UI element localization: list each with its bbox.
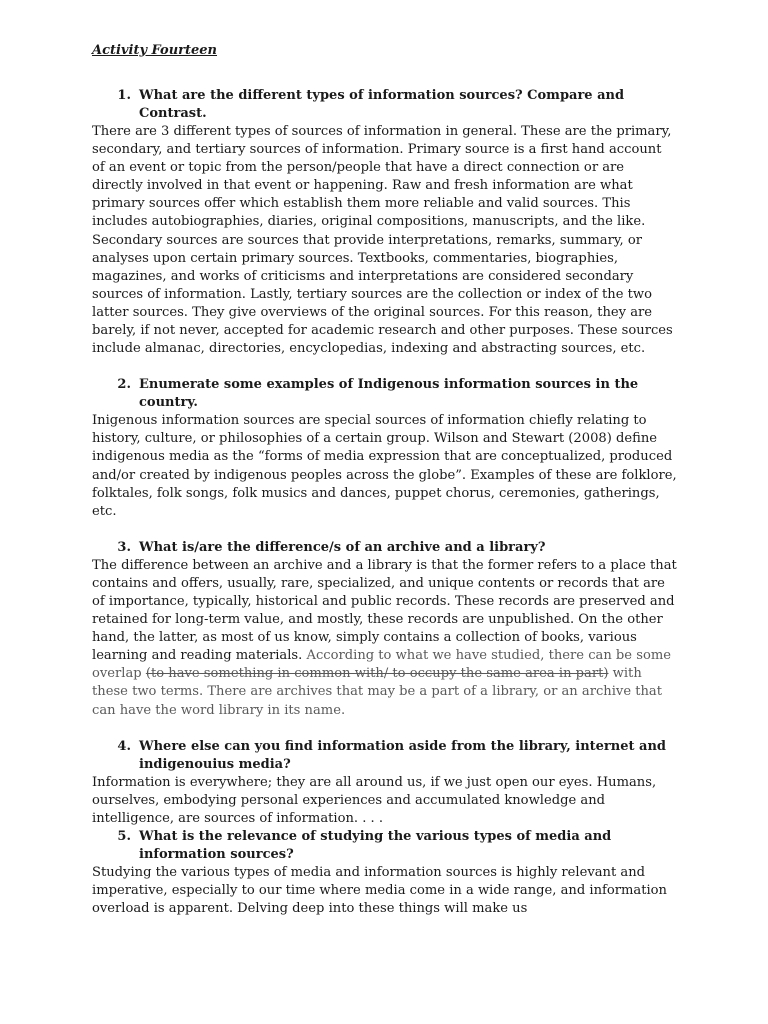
- question-4: [92, 738, 678, 774]
- answer-2: Inigenous information sources are special sources of information chiefly relating to history, culture, or philosophies of a certain group. Wilson and Stewart (2008) define indigenous media as the “forms of media expression that are conceptualized, produced and/or created by indigenous peoples across the globe”. Examples of these are folklore, folktales, folk songs, folk musics and dances, puppet chorus, ceremonies, gatherings, etc.: [92, 413, 677, 519]
- page-title: Activity Fourteen: [92, 43, 218, 58]
- spacer: [92, 521, 678, 539]
- spacer: [92, 720, 678, 738]
- answer-main-text: The difference between an archive and a library is that the former refers to a place that contains and offers, usually, rare, specialized, and unique contents or records that are of importance, typically, historical and public records. These records are preserved and retained for long-term value, and mostly, these records are unpublished. On the other hand, the latter, as most of us know, simply contains a collection of books, various learning and reading materials.: [92, 557, 677, 664]
- answer-5: Studying the various types of media and information sources is highly relevant and imperative, especially to our time where media come in a wide range, and information overload is apparent. Delving deep into these things will make us: [92, 864, 667, 917]
- question-3: [92, 539, 678, 557]
- annotation-text: According to what we have studied, there can be some overlap: [92, 648, 671, 682]
- question-number: 5.: [117, 828, 131, 844]
- question-number: 1.: [117, 88, 131, 103]
- answer-1: There are 3 different types of sources of information in general. These are the primary, secondary, and tertiary sources of information. Primary source is a first hand account of an event or topic from the person/people that have a direct connection or are directly involved in that event or happening. Raw and fresh information are what primary sources offer which establish them more reliable and valid sources. This includes autobiographies, diaries, original compositions, manuscripts, and the like. Secondary sources are sources that provide interpretations, remarks, summary, or analyses upon certain primary sources. Textbooks, commentaries, biographies, magazines, and works of criticisms and interpretations are considered secondary sources of information. Lastly, tertiary sources are the collection or index of the two latter sources. They give overviews of the original sources. For this reason, they are barely, if not never, accepted for academic research and other purposes. These sources include almanac, directories, encyclopedias, indexing and abstracting sources, etc.: [92, 124, 673, 357]
- question-1: [92, 87, 678, 123]
- answer-4: Information is everywhere; they are all around us, if we just open our eyes. Humans, ourselves, embodying personal experiences and accumulated knowledge and intelligence, are sources of information. . . .: [92, 774, 657, 826]
- question-text: Where else can you find information aside from the library, internet and indigenouius media?: [139, 738, 667, 772]
- question-number: 3.: [117, 539, 131, 555]
- annotation-text-continued: with these two terms. There are archives that may be a part of a library, or an archive that can have the word library in its name.: [92, 666, 662, 718]
- answer-3: [92, 557, 678, 720]
- question-number: 2.: [117, 377, 131, 393]
- question-2: [92, 376, 678, 412]
- question-number: 4.: [117, 738, 131, 754]
- question-text: What is/are the difference/s of an archive and a library?: [139, 539, 546, 555]
- question-text: What is the relevance of studying the various types of media and information sources?: [139, 828, 612, 862]
- document-page: [92, 42, 678, 918]
- struck-annotation-text: (to have something in common with/ to occupy the same area in part): [145, 666, 609, 682]
- question-text: What are the different types of information sources? Compare and Contrast.: [139, 88, 625, 121]
- question-text: Enumerate some examples of Indigenous information sources in the country.: [139, 377, 639, 411]
- spacer: [92, 358, 678, 376]
- question-5: [92, 828, 678, 864]
